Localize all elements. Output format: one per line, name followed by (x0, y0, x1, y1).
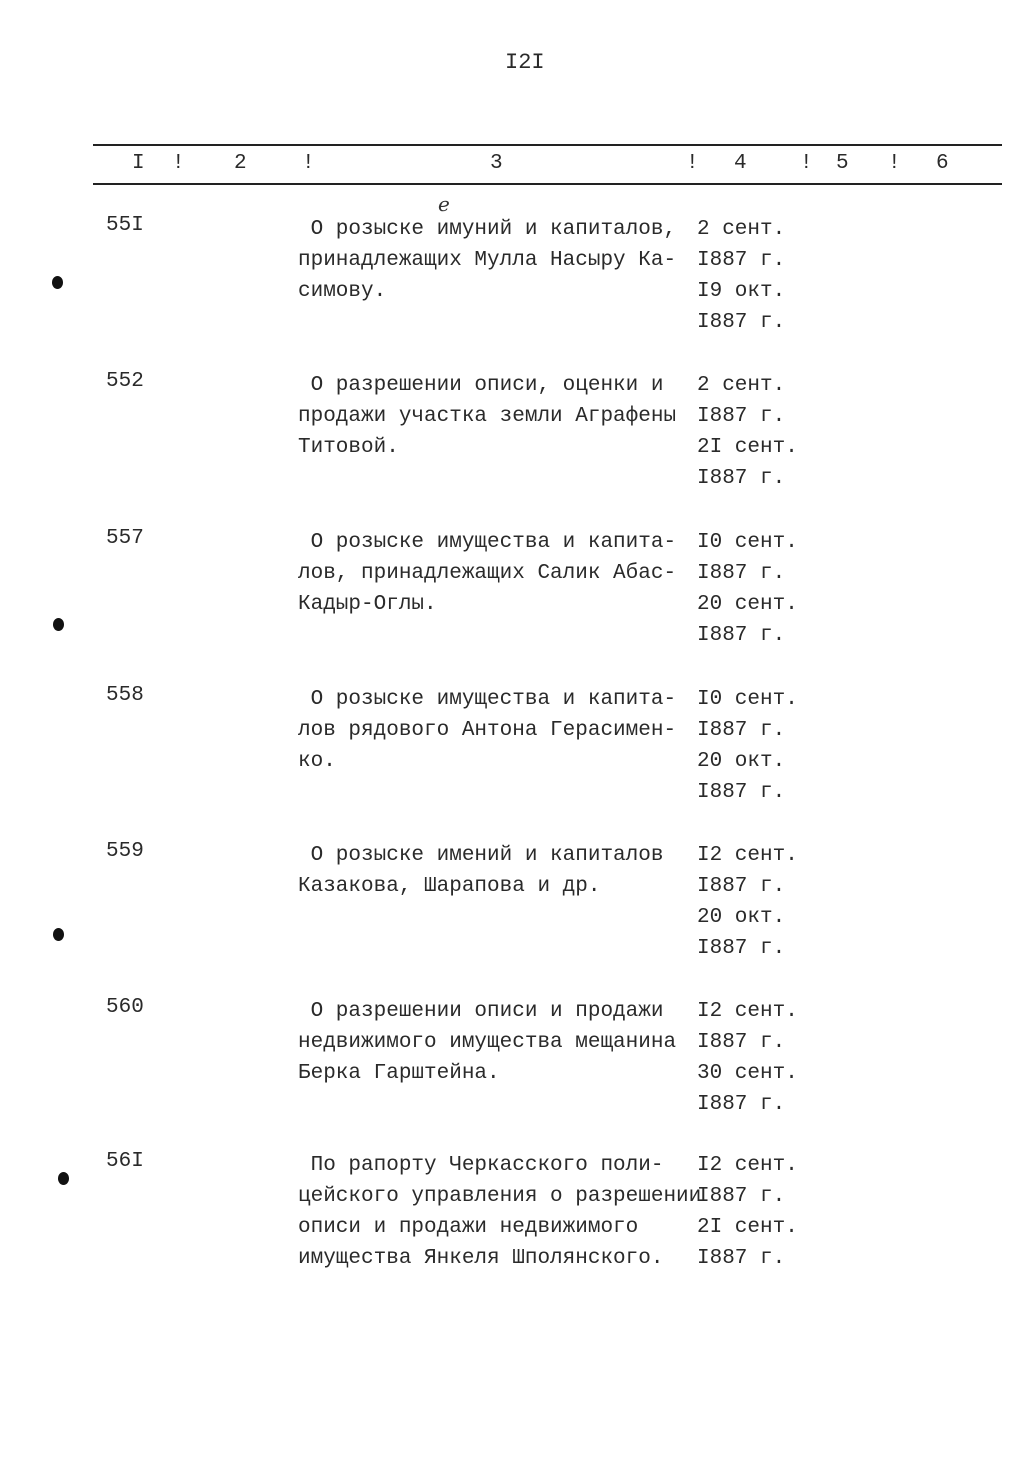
col-separator: ! (800, 152, 813, 175)
date-line: I887 г. (697, 562, 786, 585)
case-description (298, 996, 676, 1089)
col-4-header: 4 (734, 152, 747, 175)
case-number: 557 (106, 527, 144, 550)
date-line: 20 сент. (697, 593, 798, 616)
table-top-rule (93, 144, 1002, 146)
case-dates (697, 840, 798, 964)
punch-hole-mark (53, 928, 64, 941)
table-row (0, 1150, 1024, 1280)
date-line: I2 сент. (697, 844, 798, 867)
description-line: Кадыр-Оглы. (298, 593, 437, 616)
punch-hole-mark (58, 1172, 69, 1185)
case-dates (697, 996, 798, 1120)
date-line: I887 г. (697, 781, 786, 804)
col-2-header: 2 (234, 152, 247, 175)
table-row (0, 840, 1024, 970)
date-line: I887 г. (697, 405, 786, 428)
description-line: О разрешении описи, оценки и (298, 374, 664, 397)
page-number: I2I (505, 50, 545, 75)
case-number: 559 (106, 840, 144, 863)
case-dates (697, 370, 798, 494)
case-number: 55I (106, 214, 144, 237)
description-line: описи и продажи недвижимого (298, 1216, 639, 1239)
date-line: I9 окт. (697, 280, 786, 303)
case-description (298, 527, 676, 620)
punch-hole-mark (53, 618, 64, 631)
case-number: 552 (106, 370, 144, 393)
col-separator: ! (888, 152, 901, 175)
date-line: I887 г. (697, 937, 786, 960)
case-number: 558 (106, 684, 144, 707)
date-line: I887 г. (697, 1247, 786, 1270)
date-line: I2 сент. (697, 1000, 798, 1023)
table-row (0, 527, 1024, 657)
description-line: продажи участка земли Аграфены (298, 405, 677, 428)
description-line: лов рядового Антона Герасимен- (298, 719, 677, 742)
case-description (298, 370, 676, 463)
table-row (0, 996, 1024, 1126)
description-line: Казакова, Шарапова и др. (298, 875, 601, 898)
description-line: лов, принадлежащих Салик Абас- (298, 562, 677, 585)
date-line: 30 сент. (697, 1062, 798, 1085)
col-separator: ! (686, 152, 699, 175)
date-line: I887 г. (697, 719, 786, 742)
description-line: симову. (298, 280, 387, 303)
case-dates (697, 527, 798, 651)
table-row (0, 684, 1024, 814)
description-line: О разрешении описи и продажи (298, 1000, 664, 1023)
date-line: 2 сент. (697, 374, 786, 397)
table-row (0, 370, 1024, 500)
case-dates (697, 214, 785, 338)
case-number: 560 (106, 996, 144, 1019)
case-dates (697, 1150, 798, 1274)
case-description (298, 1150, 701, 1274)
description-line: Берка Гарштейна. (298, 1062, 500, 1085)
punch-hole-mark (52, 276, 63, 289)
description-line: По рапорту Черкасского поли- (298, 1154, 664, 1177)
date-line: 20 окт. (697, 906, 786, 929)
case-description (298, 840, 663, 902)
date-line: I2 сент. (697, 1154, 798, 1177)
description-line: недвижимого имущества мещанина (298, 1031, 677, 1054)
case-description (298, 214, 676, 307)
description-line: О розыске имений и капиталов (298, 844, 664, 867)
col-separator: ! (172, 152, 185, 175)
date-line: 2I сент. (697, 1216, 798, 1239)
description-line: Титовой. (298, 436, 399, 459)
col-6-header: 6 (936, 152, 949, 175)
date-line: 2 сент. (697, 218, 786, 241)
date-line: 20 окт. (697, 750, 786, 773)
case-dates (697, 684, 798, 808)
date-line: I0 сент. (697, 688, 798, 711)
date-line: I887 г. (697, 624, 786, 647)
handwritten-correction: е (438, 192, 450, 216)
date-line: I887 г. (697, 467, 786, 490)
col-5-header: 5 (836, 152, 849, 175)
description-line: ко. (298, 750, 336, 773)
col-separator: ! (302, 152, 315, 175)
date-line: I887 г. (697, 1185, 786, 1208)
date-line: I0 сент. (697, 531, 798, 554)
description-line: О розыске имуний и капиталов, (298, 218, 677, 241)
date-line: I887 г. (697, 875, 786, 898)
description-line: О розыске имущества и капита- (298, 531, 677, 554)
col-3-header: 3 (490, 152, 503, 175)
description-line: цейского управления о разрешении (298, 1185, 702, 1208)
table-header-rule (93, 183, 1002, 185)
table-row (0, 192, 1024, 344)
description-line: принадлежащих Мулла Насыру Ка- (298, 249, 677, 272)
col-1-header: I (132, 152, 145, 175)
case-number: 56I (106, 1150, 144, 1173)
date-line: I887 г. (697, 249, 786, 272)
date-line: I887 г. (697, 1093, 786, 1116)
case-description (298, 684, 676, 777)
date-line: I887 г. (697, 1031, 786, 1054)
date-line: 2I сент. (697, 436, 798, 459)
description-line: О розыске имущества и капита- (298, 688, 677, 711)
description-line: имущества Янкеля Шполянского. (298, 1247, 664, 1270)
date-line: I887 г. (697, 311, 786, 334)
